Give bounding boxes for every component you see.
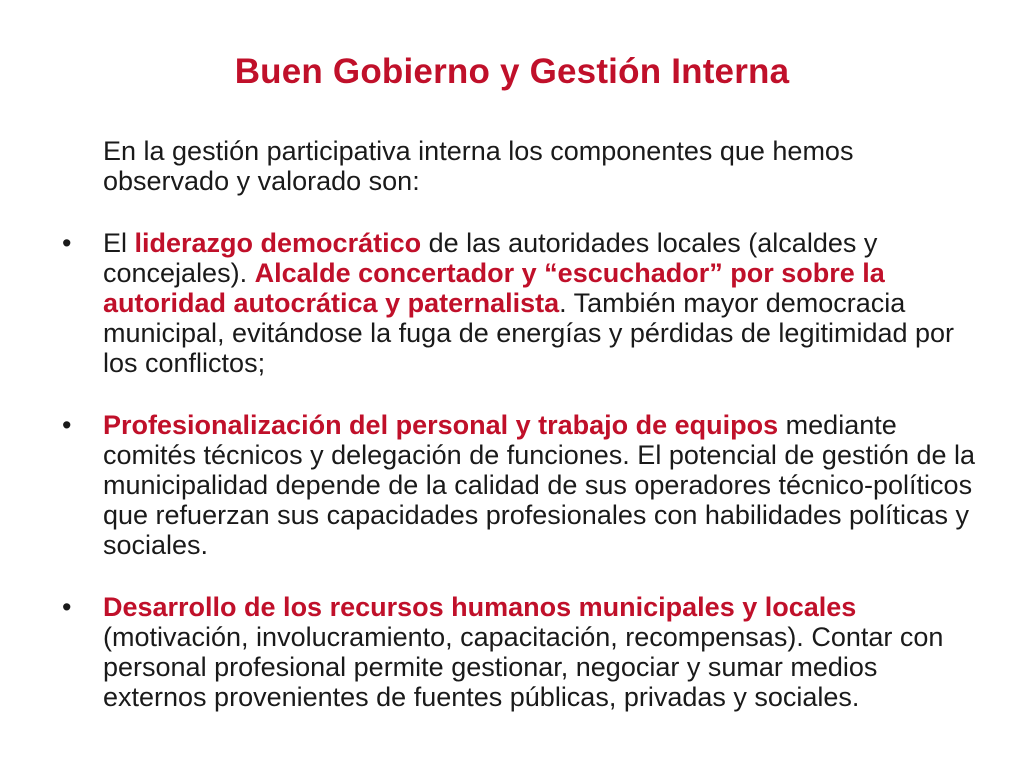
slide-content bbox=[62, 136, 982, 712]
slide-title: Buen Gobierno y Gestión Interna bbox=[234, 52, 790, 91]
bullet-item-leadership bbox=[62, 228, 982, 378]
highlight-text: Desarrollo de los recursos humanos municipales y locales bbox=[103, 592, 857, 622]
bullet-dot-icon: • bbox=[62, 592, 72, 622]
bullet-dot-icon: • bbox=[62, 410, 72, 440]
bullet-text-leadership bbox=[103, 228, 954, 378]
highlight-text: Profesionalización del personal y trabajo de equipos bbox=[103, 410, 779, 440]
bullet-item-professionalization bbox=[62, 410, 982, 560]
bullet-dot-icon: • bbox=[62, 228, 72, 258]
bullet-list bbox=[62, 228, 982, 712]
highlight-text: Alcalde concertador y “escuchador” por sobre la autoridad autocrática y paternalista bbox=[103, 258, 885, 318]
intro-paragraph: En la gestión participativa interna los componentes que hemos observado y valorado son: bbox=[103, 136, 854, 196]
bullet-segment: (motivación, involucramiento, capacitación, recompensas). Contar con personal profesional permite gestionar, negociar y sumar medios externos provenientes de fuentes públicas, privadas y sociales. bbox=[103, 622, 944, 712]
bullet-segment: El bbox=[103, 228, 135, 258]
bullet-text-human-resources bbox=[103, 592, 943, 712]
bullet-segment: de las autoridades locales (alcaldes y concejales). bbox=[103, 228, 878, 288]
bullet-segment: mediante comités técnicos y delegación de funciones. El potencial de gestión de la municipalidad depende de la calidad de sus operadores técnico-políticos que refuerzan sus capacidades profesionales con habilidades políticas y sociales. bbox=[103, 410, 976, 560]
bullet-text-professionalization bbox=[103, 410, 975, 560]
bullet-segment: . También mayor democracia municipal, evitándose la fuga de energías y pérdidas de legitimidad por los conflictos; bbox=[103, 288, 955, 378]
highlight-text: liderazgo democrático bbox=[134, 228, 422, 258]
bullet-item-human-resources bbox=[62, 592, 982, 712]
